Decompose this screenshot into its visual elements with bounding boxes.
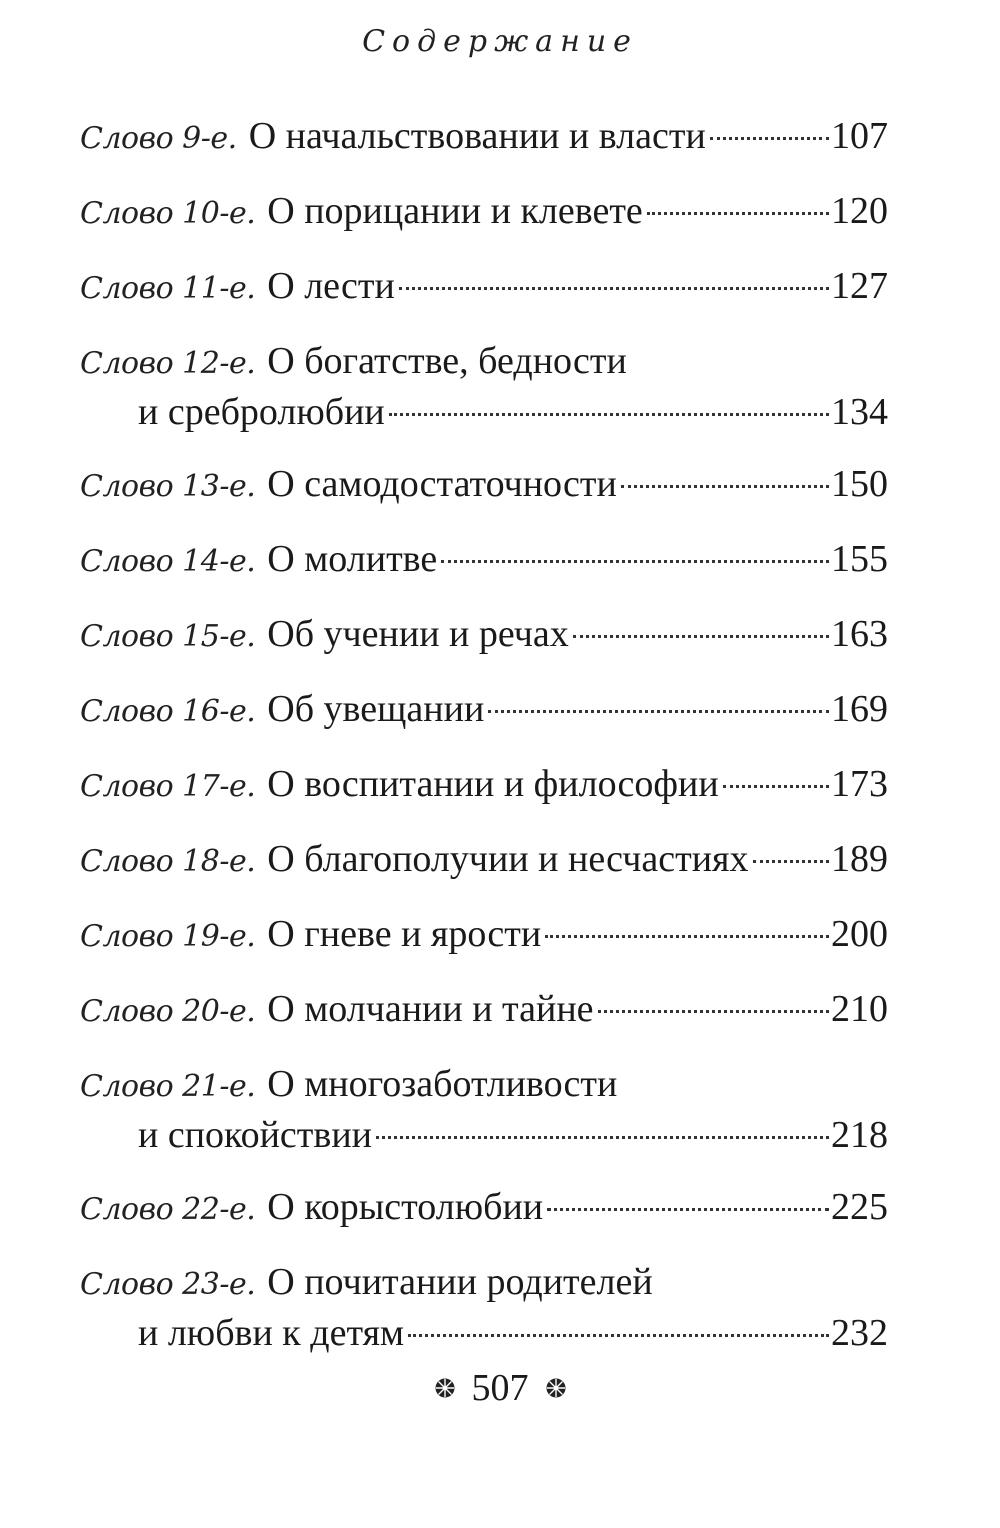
entry-title: О корыстолюбии [267, 1186, 544, 1228]
dot-leader [723, 785, 829, 788]
entry-label: Слово 20-е. [80, 994, 256, 1029]
entry-page-number: 210 [831, 988, 888, 1030]
entry-title: и сребролюбии [138, 391, 385, 433]
toc-entry [80, 112, 888, 163]
toc-line [80, 1183, 888, 1234]
entry-label: Слово 15-е. [80, 619, 256, 654]
entry-label: Слово 19-е. [80, 919, 256, 954]
entry-label: Слово 11-е. [80, 271, 256, 306]
entry-page-number: 218 [831, 1114, 888, 1156]
dot-leader [488, 710, 829, 713]
entry-title: О лести [267, 265, 395, 307]
toc-entry [80, 337, 888, 436]
entry-title: О воспитании и философии [267, 763, 719, 805]
toc-line [80, 337, 888, 388]
toc-line [80, 388, 888, 436]
running-head: Содержание [362, 24, 638, 59]
dot-leader [441, 560, 829, 563]
entry-label: Слово 18-е. [80, 844, 256, 879]
toc-entry [80, 760, 888, 811]
entry-page-number: 134 [831, 391, 888, 433]
toc-line [80, 610, 888, 661]
dot-leader [408, 1334, 829, 1337]
page-footer [0, 1366, 1000, 1410]
toc-entry [80, 460, 888, 511]
dot-leader [399, 287, 829, 290]
entry-label: Слово 17-е. [80, 769, 256, 804]
toc-entry [80, 262, 888, 313]
toc-entry [80, 685, 888, 736]
toc-line [80, 685, 888, 736]
entry-title: О богатстве, бедности [267, 340, 627, 382]
toc-entry [80, 1060, 888, 1159]
toc-entry [80, 910, 888, 961]
dot-leader [647, 212, 829, 215]
entry-label: Слово 14-е. [80, 544, 256, 579]
toc-line [80, 760, 888, 811]
toc-entry [80, 985, 888, 1036]
entry-page-number: 169 [831, 688, 888, 730]
toc-entry [80, 187, 888, 238]
entry-title: и любви к детям [138, 1312, 405, 1354]
toc-line [80, 535, 888, 586]
entry-page-number: 173 [831, 763, 888, 805]
entry-page-number: 155 [831, 538, 888, 580]
entry-label: Слово 12-е. [80, 346, 256, 381]
entry-page-number: 150 [831, 463, 888, 505]
entry-title: О многозаботливости [267, 1063, 618, 1105]
entry-title: О порицании и клевете [267, 190, 643, 232]
table-of-contents [80, 112, 888, 1381]
toc-line [80, 1060, 888, 1111]
dot-leader [389, 413, 829, 416]
dot-leader [547, 1208, 829, 1211]
entry-page-number: 232 [831, 1312, 888, 1354]
entry-title: О гневе и ярости [267, 913, 542, 955]
toc-entry [80, 1258, 888, 1357]
toc-entry [80, 1183, 888, 1234]
page-number: 507 [471, 1367, 529, 1409]
entry-label: Слово 22-е. [80, 1192, 256, 1227]
toc-entry [80, 610, 888, 661]
entry-title: О начальствовании и власти [248, 115, 706, 157]
entry-title: Об учении и речах [267, 613, 569, 655]
toc-line [80, 1111, 888, 1159]
entry-page-number: 127 [831, 265, 888, 307]
entry-page-number: 120 [831, 190, 888, 232]
toc-line [80, 460, 888, 511]
entry-label: Слово 16-е. [80, 694, 256, 729]
toc-entry [80, 535, 888, 586]
entry-title: Об увещании [267, 688, 485, 730]
entry-label: Слово 13-е. [80, 469, 256, 504]
toc-line [80, 1309, 888, 1357]
dot-leader [710, 137, 829, 140]
entry-page-number: 200 [831, 913, 888, 955]
entry-title: О почитании родителей [267, 1261, 653, 1303]
dot-leader [753, 860, 829, 863]
entry-page-number: 225 [831, 1186, 888, 1228]
toc-entry [80, 835, 888, 886]
dot-leader [598, 1010, 829, 1013]
flower-ornament-icon [545, 1377, 567, 1399]
flower-ornament-icon [434, 1377, 456, 1399]
dot-leader [621, 485, 829, 488]
entry-page-number: 189 [831, 838, 888, 880]
entry-label: Слово 9-е. [80, 121, 237, 156]
entry-title: О самодостаточности [267, 463, 617, 505]
toc-line [80, 262, 888, 313]
entry-title: О молитве [267, 538, 438, 580]
toc-line [80, 112, 888, 163]
entry-label: Слово 21-е. [80, 1069, 256, 1104]
dot-leader [545, 935, 829, 938]
entry-label: Слово 23-е. [80, 1267, 256, 1302]
entry-title: О благополучии и несчастиях [267, 838, 749, 880]
toc-line [80, 910, 888, 961]
dot-leader [376, 1136, 829, 1139]
dot-leader [573, 635, 829, 638]
entry-title: О молчании и тайне [267, 988, 594, 1030]
entry-label: Слово 10-е. [80, 196, 256, 231]
toc-line [80, 187, 888, 238]
toc-line [80, 835, 888, 886]
entry-page-number: 107 [831, 115, 888, 157]
toc-line [80, 1258, 888, 1309]
entry-title: и спокойствии [138, 1114, 372, 1156]
toc-line [80, 985, 888, 1036]
entry-page-number: 163 [831, 613, 888, 655]
